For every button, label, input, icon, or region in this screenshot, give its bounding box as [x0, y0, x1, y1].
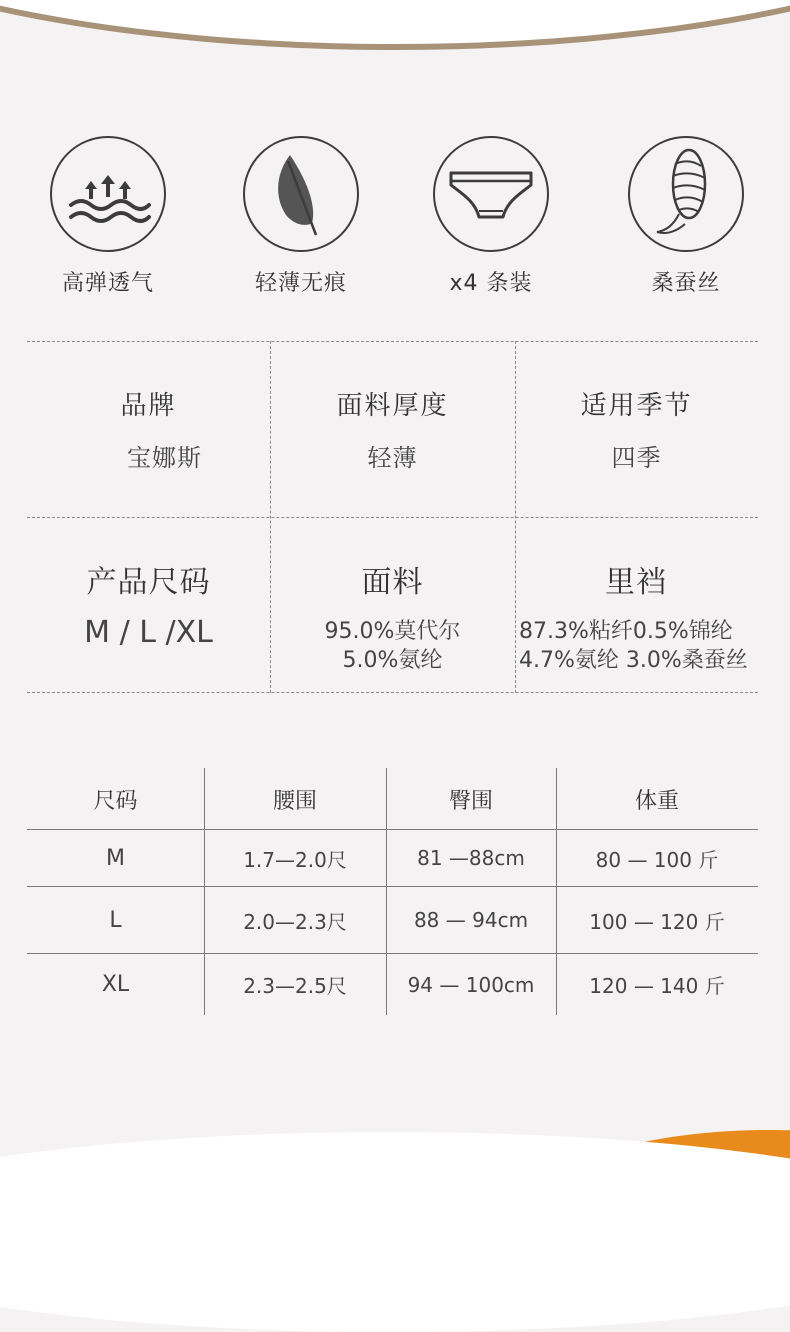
spec-label: 面料厚度 — [336, 391, 449, 421]
column-header: 体重 — [634, 788, 679, 814]
feature-mulberry-silk — [611, 136, 761, 297]
table-cell: XL — [101, 972, 130, 997]
spec-label: 品牌 — [120, 391, 177, 421]
divider — [27, 341, 758, 342]
feather-icon — [243, 136, 359, 252]
spec-value: 轻薄 — [367, 444, 418, 472]
spec-brand — [27, 385, 270, 473]
column-header: 尺码 — [93, 788, 138, 814]
underwear-icon — [433, 136, 549, 252]
table-cell: M — [106, 845, 125, 871]
spec-label: 产品尺码 — [86, 565, 211, 600]
spec-value: 四季 — [611, 444, 662, 472]
spec-season — [515, 385, 758, 473]
table-header-row — [27, 768, 758, 830]
silk-cocoon-icon — [628, 136, 744, 252]
table-cell: 100 — 120 斤 — [589, 909, 725, 934]
spec-lining — [519, 557, 769, 675]
divider — [27, 517, 758, 518]
table-row — [27, 830, 758, 886]
spec-value-line: 87.3%粘纤0.5%锦纶 — [519, 619, 733, 644]
spec-value-line: 4.7%氨纶 3.0%桑蚕丝 — [519, 648, 748, 673]
spec-value-line: 95.0%莫代尔 — [324, 619, 461, 644]
table-row — [27, 954, 758, 1015]
feature-label: 桑蚕丝 — [651, 271, 721, 296]
spec-label: 适用季节 — [580, 391, 693, 421]
table-cell: 2.0—2.3尺 — [243, 909, 347, 934]
feature-stretch-breathable — [33, 136, 183, 297]
spec-label: 里裆 — [605, 565, 667, 600]
table-cell: 88 — 94cm — [413, 908, 529, 932]
feature-thin-seamless — [226, 136, 376, 297]
spec-value-line: 5.0%氨纶 — [342, 648, 443, 673]
table-cell: 2.3—2.5尺 — [243, 974, 347, 998]
feature-pack-of-four — [416, 136, 566, 297]
spec-value — [270, 617, 515, 675]
spec-fabric — [270, 557, 515, 675]
column-header: 腰围 — [272, 788, 317, 814]
table-cell: 94 — 100cm — [407, 972, 535, 997]
table-cell: 1.7—2.0尺 — [243, 847, 347, 872]
table-cell: 80 — 100 斤 — [595, 847, 719, 872]
feature-label: x4 条装 — [449, 271, 533, 296]
spec-value — [519, 617, 769, 675]
feature-label: 高弹透气 — [61, 271, 154, 296]
spec-thickness — [270, 385, 515, 473]
feature-label: 轻薄无痕 — [254, 271, 347, 296]
column-header: 臀围 — [448, 788, 493, 814]
spec-size — [27, 557, 270, 650]
spec-value: M / L /XL — [84, 615, 213, 650]
spec-value: 宝娜斯 — [127, 444, 202, 472]
table-cell: 81 —88cm — [417, 846, 525, 870]
stretch-breathable-icon — [50, 136, 166, 252]
spec-label: 面料 — [361, 565, 424, 600]
table-cell: L — [109, 907, 122, 933]
size-chart-table — [27, 768, 758, 1015]
product-spec-grid — [27, 341, 758, 693]
divider — [27, 692, 758, 693]
bottom-arc-white — [0, 1132, 790, 1332]
top-arc-inner — [0, 0, 790, 44]
table-cell: 120 — 140 斤 — [589, 974, 725, 998]
table-row — [27, 887, 758, 953]
